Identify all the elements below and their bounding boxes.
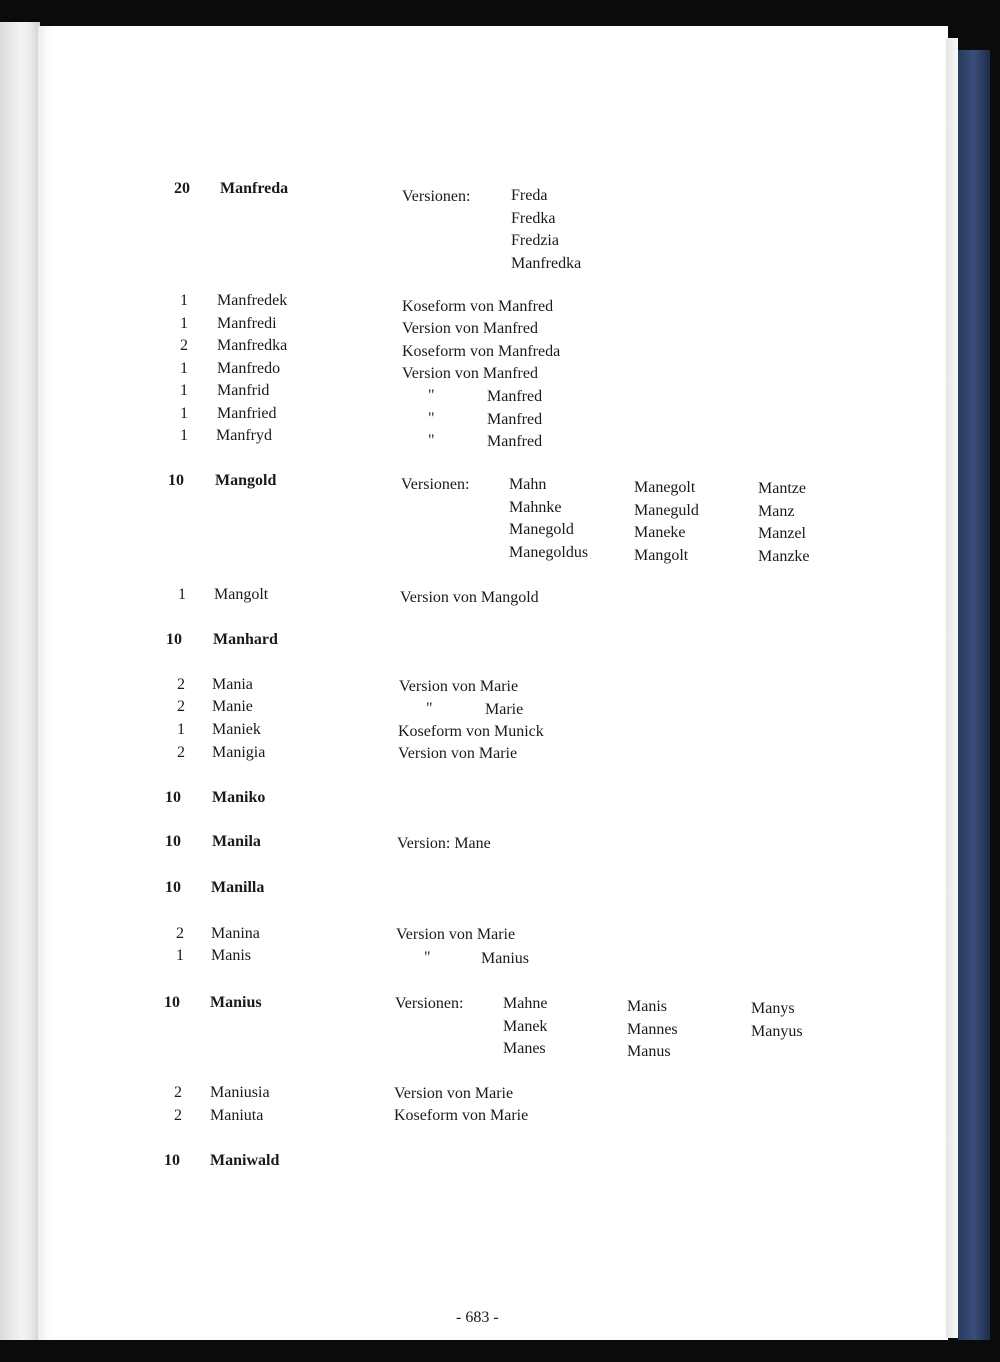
ditto-mark: " — [428, 432, 435, 449]
variant: Manys — [751, 1000, 795, 1017]
entry-number: 2 — [174, 1107, 182, 1124]
entry-name: Manfried — [217, 405, 277, 422]
entry-name: Maniko — [212, 789, 266, 806]
entry-number: 2 — [177, 698, 185, 715]
variant-column — [627, 996, 678, 1064]
entry-number: 1 — [176, 947, 184, 964]
variant-column — [511, 185, 581, 275]
entry-number: 2 — [174, 1084, 182, 1101]
variant: Manfredka — [511, 254, 582, 272]
entry-number: 10 — [164, 1152, 180, 1169]
variant: Manus — [627, 1043, 671, 1060]
page-number: - 683 - — [456, 1309, 499, 1326]
entry-number: 1 — [180, 360, 188, 377]
entry-reference: Manfred — [487, 388, 543, 405]
entry-name: Manfredek — [217, 292, 288, 309]
entry-description: Version von Manfred — [402, 365, 538, 382]
variant: Fredka — [511, 209, 556, 227]
entry-number: 1 — [180, 382, 188, 399]
versions-label: Versionen: — [395, 995, 464, 1012]
variant-column — [509, 474, 588, 564]
entry-name: Maniwald — [210, 1152, 280, 1169]
entry-name: Manfrid — [217, 382, 270, 399]
versions-label: Versionen: — [401, 476, 470, 493]
variant-column — [751, 998, 803, 1043]
entry-name: Manila — [212, 833, 261, 850]
variant: Manis — [627, 998, 667, 1015]
variant: Mahn — [509, 476, 547, 493]
entry-name: Manilla — [211, 879, 265, 896]
entry-name: Mania — [212, 676, 253, 693]
entry-name: Manfredi — [217, 315, 277, 332]
variant: Manz — [758, 502, 795, 520]
variant: Mahne — [503, 995, 548, 1012]
entry-number: 2 — [176, 925, 184, 942]
entry-name: Manius — [210, 994, 262, 1011]
variant: Manzel — [758, 525, 806, 542]
ditto-mark: " — [426, 700, 433, 717]
variant: Manegold — [509, 521, 574, 538]
entry-number: 2 — [180, 337, 188, 354]
entry-description: Version von Marie — [394, 1085, 514, 1102]
entry-reference: Manius — [481, 950, 529, 967]
entry-reference: Manfred — [487, 411, 543, 428]
versions-label: Versionen: — [402, 188, 471, 205]
entry-description: Version von Marie — [399, 678, 519, 695]
variant: Mantze — [758, 480, 806, 497]
entry-reference: Marie — [485, 701, 524, 718]
entry-description: Koseform von Manfred — [402, 298, 554, 315]
book-spine — [958, 50, 990, 1340]
entry-number: 1 — [180, 315, 188, 332]
entry-number: 1 — [177, 721, 185, 738]
entry-name: Maniuta — [210, 1107, 264, 1124]
entry-name: Manfredka — [217, 337, 288, 354]
entry-description: Koseform von Marie — [394, 1107, 529, 1124]
entry-number: 1 — [180, 405, 188, 422]
entry-number: 1 — [180, 292, 188, 309]
variant: Manek — [503, 1017, 548, 1035]
variant: Freda — [511, 187, 548, 204]
ditto-mark: " — [424, 949, 431, 966]
entry-number: 1 — [180, 427, 188, 444]
cover-edge — [946, 38, 958, 1338]
entry-number: 10 — [165, 789, 181, 806]
entry-number: 10 — [168, 472, 184, 489]
entry-number: 10 — [165, 879, 181, 896]
variant-column — [634, 477, 699, 567]
entry-number: 2 — [177, 744, 185, 761]
entry-number: 2 — [177, 676, 185, 693]
entry-number: 1 — [178, 586, 186, 603]
entry-description: Koseform von Munick — [398, 723, 544, 740]
entry-name: Manis — [211, 947, 251, 964]
entry-description: Version: Mane — [397, 835, 491, 852]
entry-name: Manina — [211, 925, 260, 942]
ditto-mark: " — [428, 387, 435, 404]
entry-number: 20 — [174, 180, 190, 197]
entry-number: 10 — [164, 994, 180, 1011]
entry-number: 10 — [166, 631, 182, 648]
variant-column — [758, 478, 810, 568]
variant: Mangolt — [634, 546, 689, 564]
entry-description: Version von Manfred — [402, 320, 538, 337]
entry-name: Manhard — [213, 631, 278, 648]
entry-name: Maniusia — [210, 1084, 270, 1101]
variant: Fredzia — [511, 232, 559, 249]
entry-name: Manfreda — [220, 180, 289, 197]
variant: Mannes — [627, 1020, 678, 1038]
entry-description: Version von Marie — [396, 926, 516, 943]
variant: Maneguld — [634, 501, 699, 519]
entry-name: Manigia — [212, 744, 266, 761]
entry-description: Version von Mangold — [400, 589, 539, 606]
entry-reference: Manfred — [487, 433, 543, 450]
ditto-mark: " — [428, 410, 435, 427]
left-page-edge — [0, 22, 40, 1340]
entry-name: Mangold — [215, 472, 277, 489]
entry-description: Version von Marie — [398, 745, 518, 762]
variant: Mahnke — [509, 498, 562, 516]
entry-name: Manie — [212, 698, 253, 715]
variant: Manyus — [751, 1022, 803, 1040]
variant: Manegoldus — [509, 543, 589, 561]
entry-name: Mangolt — [214, 586, 269, 603]
entry-name: Manfredo — [217, 360, 281, 377]
entry-description: Koseform von Manfreda — [402, 343, 561, 360]
variant: Manes — [503, 1040, 546, 1057]
entry-name: Manfryd — [216, 427, 272, 444]
entry-name: Maniek — [212, 721, 261, 738]
variant: Manzke — [758, 547, 810, 565]
variant: Maneke — [634, 524, 686, 541]
variant-column — [503, 993, 547, 1061]
variant: Manegolt — [634, 479, 696, 496]
entry-number: 10 — [165, 833, 181, 850]
